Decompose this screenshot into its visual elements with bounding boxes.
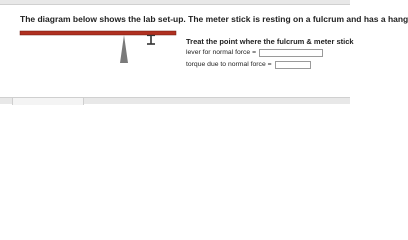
- torque-label: torque due to normal force =: [186, 61, 272, 68]
- question-title: Treat the point where the fulcrum & meter stick: [186, 37, 354, 46]
- lever-input[interactable]: [259, 49, 323, 57]
- lever-row: [186, 47, 356, 58]
- torque-row: [186, 59, 356, 70]
- question-block: [186, 37, 356, 70]
- lab-setup-diagram: [20, 24, 180, 79]
- bottom-tab: [12, 97, 84, 105]
- fulcrum: [120, 35, 128, 63]
- torque-input[interactable]: [275, 61, 311, 69]
- lever-label: lever for normal force =: [186, 49, 257, 56]
- problem-statement: The diagram below shows the lab set-up. The meter stick is resting on a fulcrum and has a hang: [20, 14, 408, 24]
- meter-stick: [20, 31, 176, 35]
- page-frame: [0, 0, 408, 104]
